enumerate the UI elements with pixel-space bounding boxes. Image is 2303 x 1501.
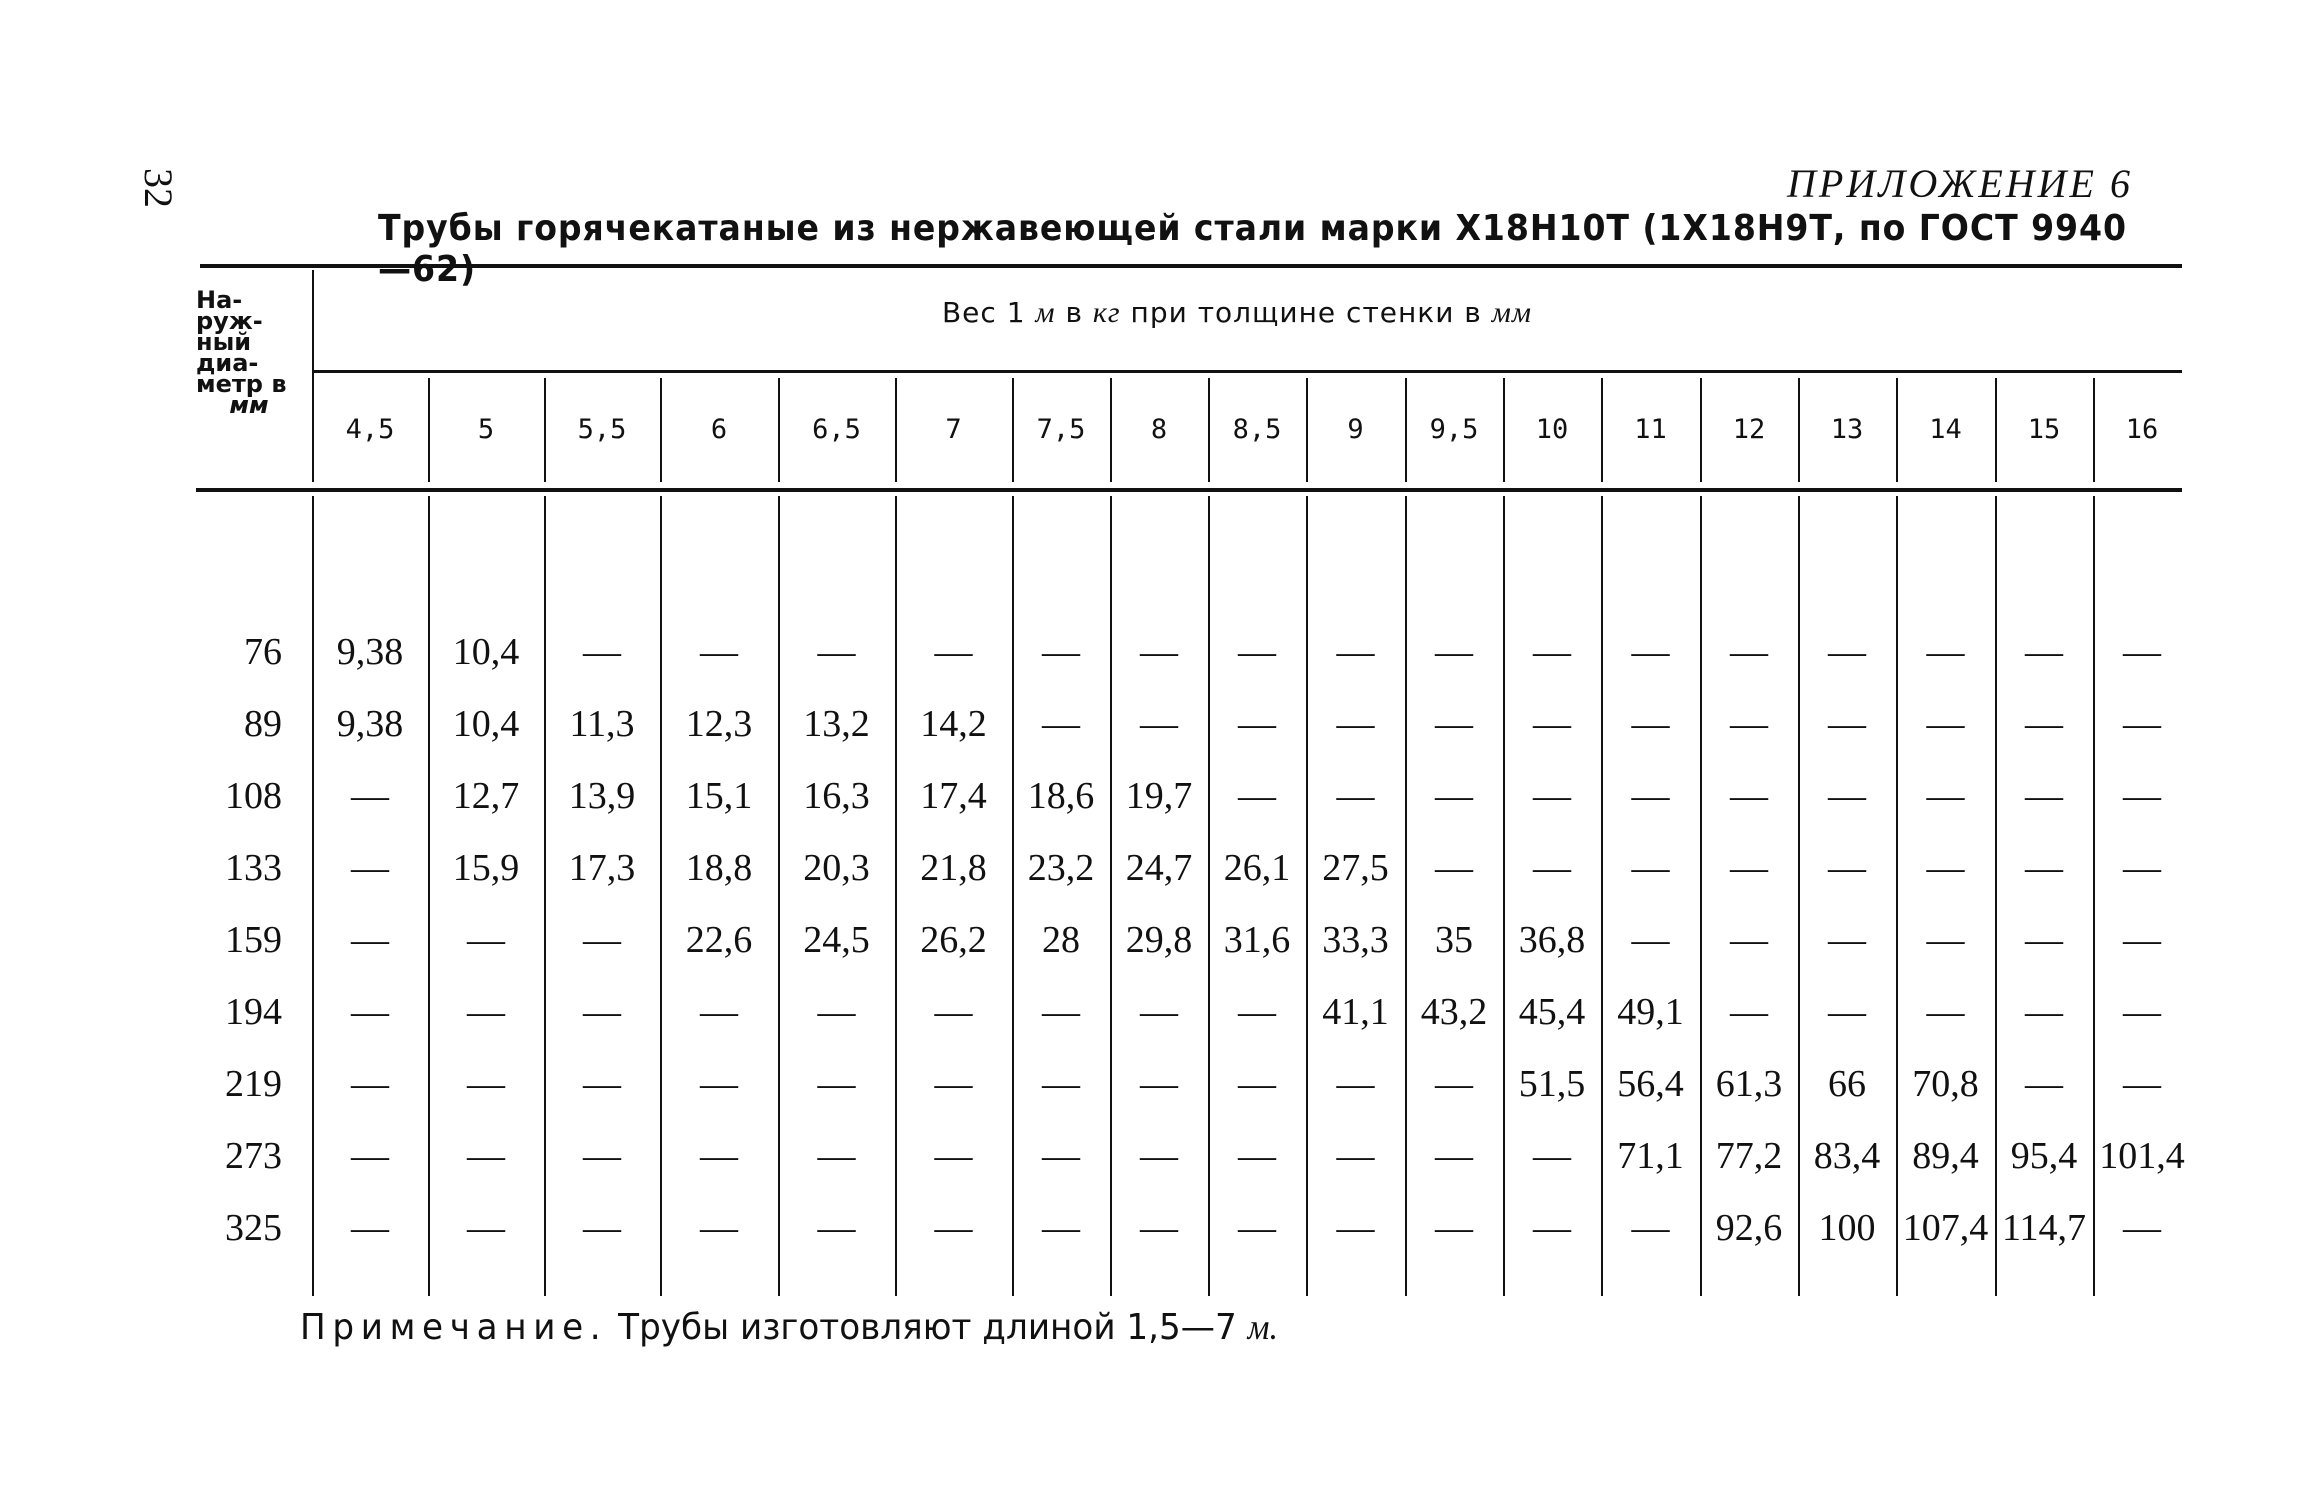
weight-cell: — (351, 1063, 389, 1105)
row-header-line: диа- (196, 349, 259, 377)
weight-cell: — (1631, 631, 1670, 673)
note-label: Примечание. (300, 1307, 608, 1348)
weight-cell: 101,4 (2099, 1135, 2185, 1177)
weight-cell: — (351, 991, 389, 1033)
weight-cell: — (2123, 919, 2161, 961)
span-header-unit-mm: мм (1491, 296, 1533, 329)
weight-cell: 100 (1818, 1207, 1876, 1249)
weight-cell: — (1828, 991, 1866, 1033)
thickness-header: 5,5 (577, 414, 627, 445)
weight-cell: — (351, 847, 389, 889)
weight-cell: 12,3 (685, 703, 753, 745)
weight-cell: 36,8 (1518, 919, 1586, 961)
weight-cell: 23,2 (1027, 847, 1095, 889)
weight-cell: 51,5 (1518, 1063, 1586, 1105)
weight-cell: 22,6 (685, 919, 753, 961)
header-bottom-rule (196, 488, 2182, 492)
weight-cell: — (583, 991, 621, 1033)
weight-cell: 28 (1042, 919, 1080, 961)
weight-cell: — (1238, 1063, 1276, 1105)
weight-cell: — (2123, 991, 2161, 1033)
weight-cell: 24,5 (803, 919, 870, 961)
weight-cell: — (1631, 775, 1670, 817)
weight-cell: 18,6 (1027, 775, 1095, 817)
weight-cell: — (351, 1135, 389, 1177)
weight-cell: — (934, 631, 973, 673)
thickness-header: 8,5 (1232, 414, 1282, 445)
weight-cell: — (1238, 631, 1276, 673)
weight-cell: — (467, 991, 505, 1033)
weight-cell: 56,4 (1617, 1063, 1684, 1105)
outer-diameter-cell: 108 (225, 775, 282, 817)
weight-cell: 29,8 (1125, 919, 1193, 961)
thickness-header: 10 (1535, 414, 1569, 445)
weight-cell: — (583, 919, 621, 961)
weight-cell: — (700, 631, 738, 673)
weight-cell: — (817, 1135, 856, 1177)
weight-cell: 14,2 (920, 703, 987, 745)
weight-cell: 66 (1828, 1063, 1866, 1105)
weight-cell: — (467, 1063, 505, 1105)
weight-cell: 19,7 (1125, 775, 1193, 817)
weight-cell: — (1042, 1135, 1080, 1177)
weight-cell: — (934, 1063, 973, 1105)
weight-cell: 49,1 (1617, 991, 1684, 1033)
weight-cell: 61,3 (1715, 1063, 1783, 1105)
weight-cell: — (1435, 1207, 1473, 1249)
weight-cell: — (467, 919, 505, 961)
weight-cell: 83,4 (1813, 1135, 1881, 1177)
weight-cell: — (700, 991, 738, 1033)
thickness-header: 7 (945, 414, 962, 445)
span-header-rule (312, 370, 2182, 373)
weight-cell: — (1336, 1135, 1375, 1177)
page-number: 32 (136, 168, 181, 208)
weight-cell: — (1042, 991, 1080, 1033)
weight-cell: — (1238, 991, 1276, 1033)
weight-cell: — (1042, 703, 1080, 745)
weight-cell: — (1926, 631, 1965, 673)
weight-cell: — (817, 631, 856, 673)
outer-diameter-cell: 325 (225, 1207, 282, 1249)
weight-cell: — (1730, 991, 1768, 1033)
weight-cell: 10,4 (452, 631, 520, 673)
weight-cell: — (2123, 847, 2161, 889)
weight-cell: — (2123, 1207, 2161, 1249)
weight-cell: 9,38 (336, 631, 404, 673)
weight-cell: — (1631, 919, 1670, 961)
weight-cell: 26,1 (1223, 847, 1291, 889)
thickness-header: 15 (2027, 414, 2061, 445)
weight-cell: — (1828, 631, 1866, 673)
weight-cell: 31,6 (1223, 919, 1291, 961)
thickness-header: 4,5 (345, 414, 395, 445)
weight-cell: — (1730, 919, 1768, 961)
weight-cell: 17,4 (920, 775, 987, 817)
weight-cell: — (2123, 703, 2161, 745)
weight-cell: 13,9 (568, 775, 636, 817)
weight-cell: — (583, 1063, 621, 1105)
thickness-header: 14 (1929, 414, 1962, 445)
weight-cell: — (2025, 919, 2063, 961)
weight-cell: — (1238, 1207, 1276, 1249)
weight-cell: — (2025, 991, 2063, 1033)
thickness-header: 7,5 (1036, 414, 1086, 445)
weight-cell: — (1926, 991, 1965, 1033)
weight-cell: 89,4 (1912, 1135, 1979, 1177)
weight-cell: — (1140, 991, 1178, 1033)
weight-cell: 70,8 (1912, 1063, 1979, 1105)
weight-cell: — (934, 1207, 973, 1249)
weight-cell: — (1926, 847, 1965, 889)
weight-cell: 92,6 (1715, 1207, 1783, 1249)
outer-diameter-cell: 273 (225, 1135, 282, 1177)
weight-cell: — (1238, 775, 1276, 817)
thickness-header: 9,5 (1429, 414, 1479, 445)
weight-cell: — (1336, 631, 1375, 673)
weight-cell: — (1042, 1063, 1080, 1105)
thickness-header: 13 (1830, 414, 1864, 445)
weight-cell: 41,1 (1322, 991, 1389, 1033)
row-header-line: метр в (196, 370, 287, 398)
weight-cell: — (817, 1063, 856, 1105)
weight-cell: — (934, 1135, 973, 1177)
thickness-header: 5 (477, 414, 495, 445)
weight-cell: — (2025, 631, 2063, 673)
weight-cell: — (1828, 847, 1866, 889)
weight-cell: — (1140, 1063, 1178, 1105)
weight-cell: — (934, 991, 973, 1033)
weight-cell: 95,4 (2010, 1135, 2078, 1177)
weight-cell: — (583, 1135, 621, 1177)
span-header-text: при толщине стенки в (1120, 296, 1492, 329)
weight-cell: 24,7 (1125, 847, 1193, 889)
weight-cell: — (1435, 703, 1473, 745)
weight-cell: — (1533, 703, 1571, 745)
weight-cell: — (1631, 1207, 1670, 1249)
weight-cell: 114,7 (2001, 1207, 2087, 1249)
weight-cell: — (1631, 703, 1670, 745)
weight-cell: — (1828, 775, 1866, 817)
thickness-header: 9 (1347, 414, 1364, 445)
weight-cell: — (1828, 919, 1866, 961)
outer-diameter-cell: 194 (225, 991, 282, 1033)
weight-cell: — (1533, 847, 1571, 889)
weight-cell: — (2025, 775, 2063, 817)
span-header-text: в (1055, 296, 1093, 329)
weight-cell: 26,2 (920, 919, 987, 961)
weight-cell: — (1926, 775, 1965, 817)
span-header-unit-m: м (1035, 296, 1056, 329)
weight-cell: 10,4 (452, 703, 520, 745)
outer-diameter-cell: 219 (225, 1063, 282, 1105)
table-title: Трубы горячекатаные из нержавеющей стали марки Х18Н10Т (1Х18Н9Т, по ГОСТ 9940—62) (378, 208, 2127, 290)
weight-cell: 21,8 (920, 847, 987, 889)
row-header-line: ный (196, 328, 252, 356)
outer-diameter-cell: 89 (244, 703, 282, 745)
weight-cell: — (2025, 703, 2063, 745)
weight-cell: — (2025, 1063, 2063, 1105)
row-header-line: руж- (196, 307, 263, 335)
row-header-divider (312, 270, 314, 482)
weight-cell: — (1336, 1063, 1375, 1105)
weight-cell: — (1533, 631, 1571, 673)
weight-cell: — (700, 1207, 738, 1249)
row-header-line: На- (196, 286, 243, 314)
weight-cell: 77,2 (1715, 1135, 1783, 1177)
weight-cell: — (583, 1207, 621, 1249)
weight-cell: 13,2 (803, 703, 870, 745)
weight-cell: — (1533, 1207, 1571, 1249)
weight-cell: — (1828, 703, 1866, 745)
weight-cell: — (700, 1135, 738, 1177)
thickness-header: 11 (1634, 414, 1667, 445)
weight-cell: — (1140, 703, 1178, 745)
weight-cell: — (1926, 703, 1965, 745)
weight-cell: 45,4 (1518, 991, 1586, 1033)
weight-cell: — (1730, 847, 1768, 889)
outer-diameter-cell: 76 (244, 631, 282, 673)
row-header-unit: мм (229, 391, 269, 419)
table-note (300, 1306, 1278, 1348)
weight-cell: — (700, 1063, 738, 1105)
appendix-label: ПРИЛОЖЕНИЕ 6 (1787, 161, 2133, 206)
weight-cell: — (817, 1207, 856, 1249)
weight-cell: — (1238, 703, 1276, 745)
thickness-header: 12 (1732, 414, 1766, 445)
weight-cell: — (1435, 847, 1473, 889)
span-header-text: Вес 1 (941, 296, 1036, 329)
weight-cell: 35 (1435, 919, 1473, 961)
weight-cell: — (1336, 1207, 1375, 1249)
outer-diameter-cell: 159 (225, 919, 282, 961)
weight-cell: — (2123, 631, 2161, 673)
thickness-header: 6,5 (812, 414, 861, 445)
weight-cell: — (2123, 1063, 2161, 1105)
table-top-rule (200, 264, 2182, 268)
weight-cell: 18,8 (685, 847, 753, 889)
weight-cell: — (1042, 631, 1080, 673)
weight-cell: 43,2 (1420, 991, 1488, 1033)
weight-cell: 12,7 (452, 775, 520, 817)
weight-cell: — (1533, 1135, 1571, 1177)
weight-cell: — (1140, 1135, 1178, 1177)
weight-cell: — (1435, 1135, 1473, 1177)
weight-cell: — (467, 1207, 505, 1249)
weight-cell: — (1631, 847, 1670, 889)
weight-cell: — (351, 775, 389, 817)
thickness-header: 16 (2125, 414, 2159, 445)
weight-cell: — (1730, 631, 1768, 673)
weight-cell: — (1533, 775, 1571, 817)
weight-cell: — (1042, 1207, 1080, 1249)
row-header-label (196, 286, 302, 419)
outer-diameter-cell: 133 (225, 847, 282, 889)
weight-cell: 27,5 (1322, 847, 1389, 889)
thickness-header: 8 (1150, 414, 1168, 445)
weight-cell: — (1435, 1063, 1473, 1105)
weight-cell: 9,38 (336, 703, 404, 745)
thickness-header: 6 (710, 414, 728, 445)
weight-cell: 16,3 (803, 775, 870, 817)
note-text: Трубы изготовляют длиной 1,5—7 (607, 1307, 1248, 1348)
weight-cell: — (2123, 775, 2161, 817)
weight-cell: 107,4 (1902, 1207, 1989, 1249)
weight-cell: 11,3 (569, 703, 635, 745)
span-header-unit-kg: кг (1092, 296, 1121, 329)
weight-cell: — (817, 991, 856, 1033)
weight-cell: 33,3 (1322, 919, 1389, 961)
weight-cell: 20,3 (803, 847, 870, 889)
weight-cell: — (351, 1207, 389, 1249)
weight-cell: 15,9 (452, 847, 520, 889)
weight-cell: — (1435, 631, 1473, 673)
weight-span-header (312, 296, 2162, 330)
weight-cell: — (1140, 1207, 1178, 1249)
note-unit: м. (1247, 1307, 1279, 1347)
weight-cell: — (2025, 847, 2063, 889)
weight-cell: — (1435, 775, 1473, 817)
weight-cell: 71,1 (1617, 1135, 1684, 1177)
weight-cell: — (583, 631, 621, 673)
weight-cell: — (1336, 775, 1375, 817)
weight-cell: — (1730, 703, 1768, 745)
weight-cell: — (467, 1135, 505, 1177)
weight-cell: — (1140, 631, 1178, 673)
weight-cell: — (1238, 1135, 1276, 1177)
weight-cell: 17,3 (568, 847, 636, 889)
weight-cell: 15,1 (685, 775, 753, 817)
weight-cell: — (1926, 919, 1965, 961)
weight-cell: — (1336, 703, 1375, 745)
weight-cell: — (351, 919, 389, 961)
weight-cell: — (1730, 775, 1768, 817)
